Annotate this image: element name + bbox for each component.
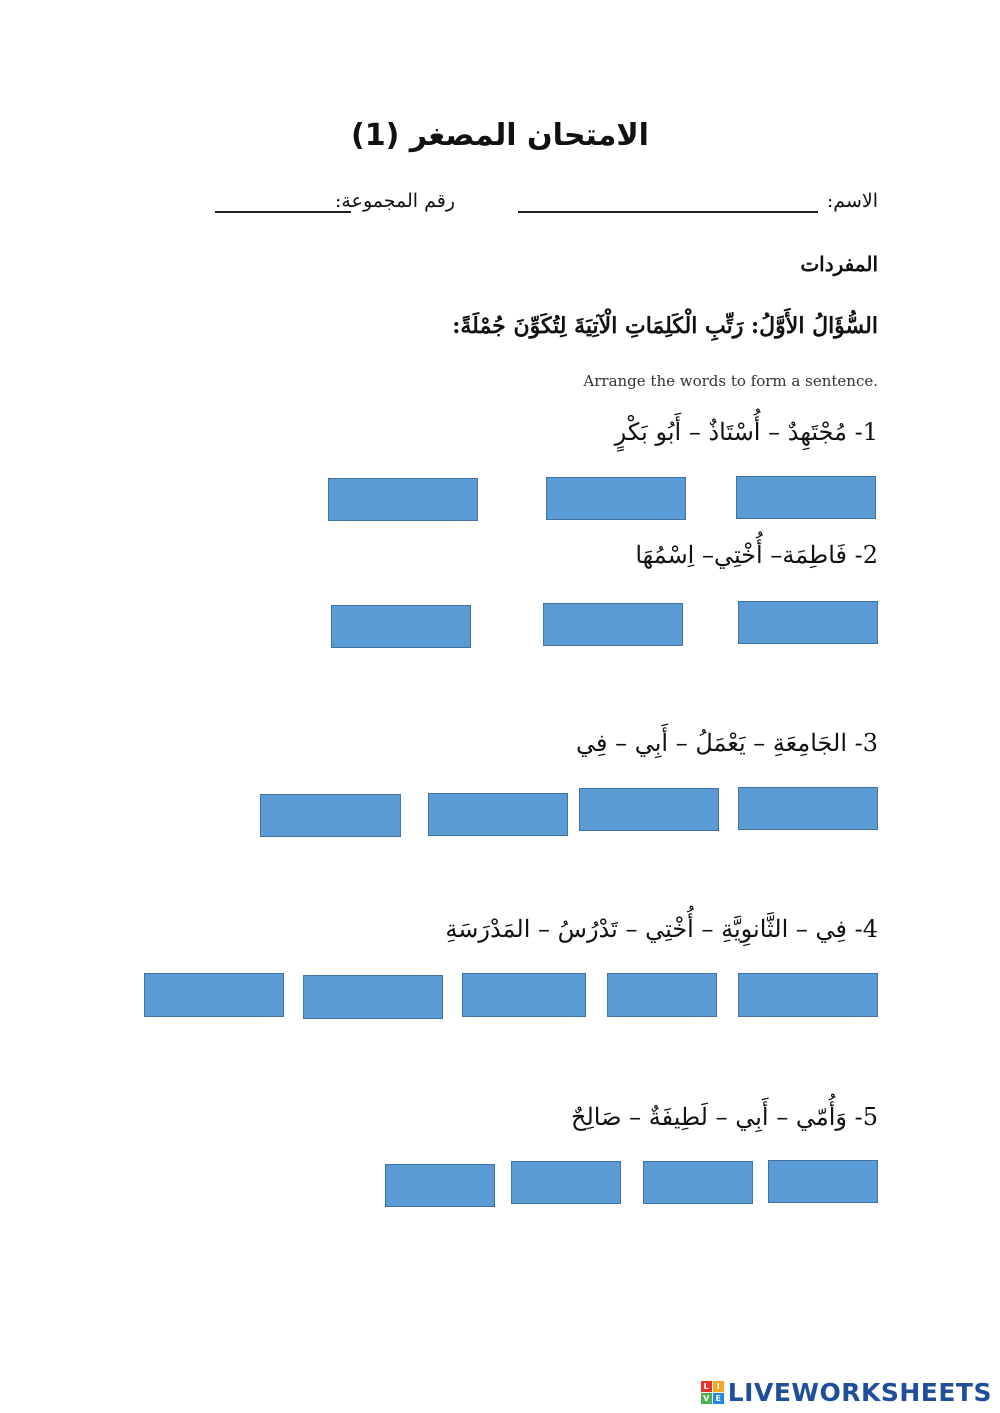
item-1-words: 1- مُجْتَهِدٌ – أُسْتَاذٌ – أَبُو بَكْرٍ	[614, 418, 878, 446]
answer-box[interactable]	[579, 788, 719, 831]
item-3-words: 3- الجَامِعَةِ – يَعْمَلُ – أَبِي – فِي	[575, 729, 878, 757]
answer-box[interactable]	[738, 787, 878, 830]
page-title: الامتحان المصغر (1)	[351, 118, 649, 153]
badge-letter: E	[713, 1393, 724, 1404]
answer-box[interactable]	[331, 605, 471, 648]
liveworksheets-wordmark: LIVEWORKSHEETS	[727, 1378, 992, 1407]
answer-box[interactable]	[144, 973, 284, 1017]
badge-letter: L	[701, 1381, 712, 1392]
answer-box[interactable]	[385, 1164, 495, 1207]
question-instruction: Arrange the words to form a sentence.	[583, 372, 878, 390]
answer-box[interactable]	[428, 793, 568, 836]
answer-box[interactable]	[643, 1161, 753, 1204]
item-5-words: 5- وَأُمّي – أَبِي – لَطِيفَةٌ – صَالِحٌ	[570, 1103, 878, 1131]
group-number-field-line[interactable]	[215, 211, 351, 213]
liveworksheets-badge-icon	[701, 1381, 724, 1404]
answer-box[interactable]	[543, 603, 683, 646]
item-2-words: 2- فَاطِمَة– أُخْتِي– اِسْمُهَا	[635, 541, 878, 569]
answer-box[interactable]	[768, 1160, 878, 1203]
answer-box[interactable]	[738, 973, 878, 1017]
name-field-line[interactable]	[518, 211, 818, 213]
item-4-words: 4- فِي – الثَّانوِيَّةِ – أُخْتِي – تَدْرُسُ – المَدْرَسَةِ	[445, 915, 878, 943]
section-title: المفردات	[800, 252, 878, 276]
answer-box[interactable]	[607, 973, 717, 1017]
liveworksheets-logo	[701, 1378, 992, 1407]
answer-box[interactable]	[511, 1161, 621, 1204]
badge-letter: I	[713, 1381, 724, 1392]
answer-box[interactable]	[462, 973, 586, 1017]
answer-box[interactable]	[303, 975, 443, 1019]
answer-box[interactable]	[736, 476, 876, 519]
name-label: الاسم:	[826, 190, 878, 212]
badge-letter: V	[701, 1393, 712, 1404]
answer-box[interactable]	[260, 794, 401, 837]
answer-box[interactable]	[738, 601, 878, 644]
answer-box[interactable]	[546, 477, 686, 520]
question-title: السُّؤَالُ الأَوَّلُ: رَتِّبِ الْكَلِمَاتِ الْآتِيَةَ لِتُكَوِّنَ جُمْلَةً:	[452, 313, 878, 339]
group-number-label: رقم المجموعة:	[335, 190, 455, 212]
answer-box[interactable]	[328, 478, 478, 521]
